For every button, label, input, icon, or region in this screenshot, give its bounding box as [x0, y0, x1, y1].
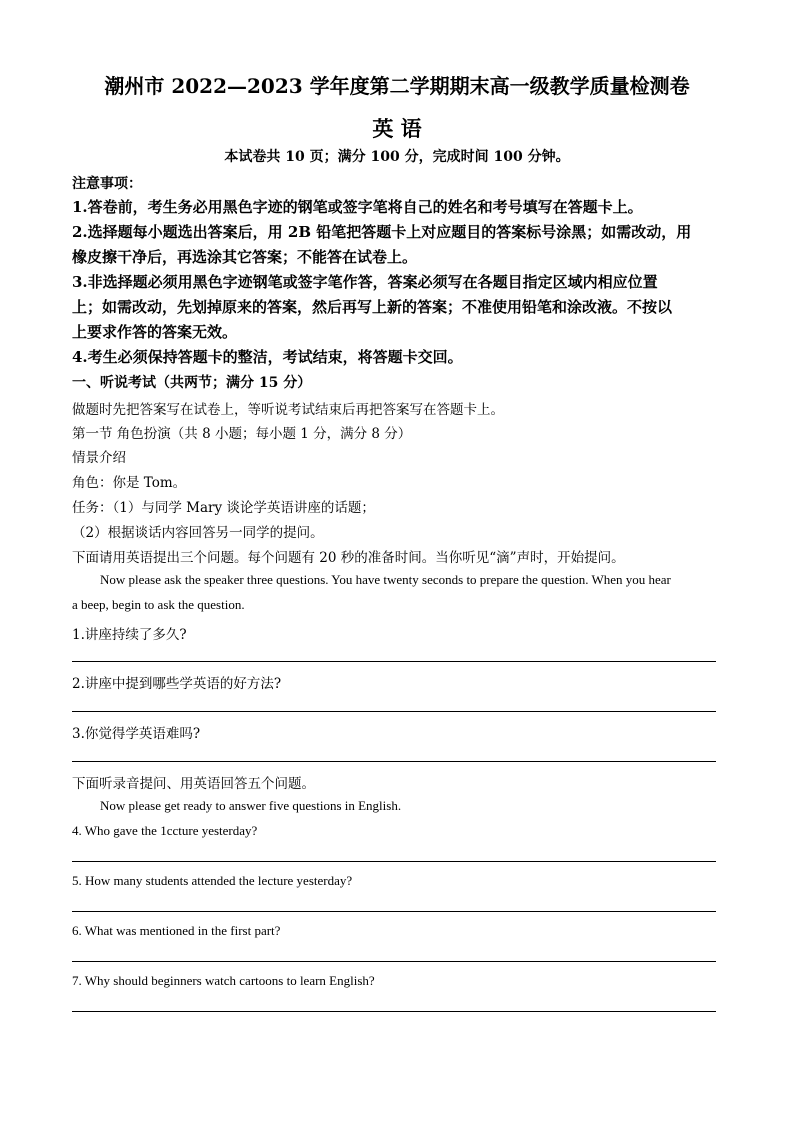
- section-instruction: 做题时先把答案写在试卷上，等听说考试结束后再把答案写在答题卡上。: [72, 402, 504, 418]
- notice-item-2-line-1: 2.选择题每小题选出答案后，用 2B 铅笔把答题卡上对应题目的答案标号涂黑；如需改动，用: [72, 223, 692, 241]
- task-1: 任务：（1）与同学 Mary 谈论学英语讲座的话题；: [72, 500, 375, 516]
- answer-line-5[interactable]: [72, 911, 716, 912]
- answer-line-6[interactable]: [72, 961, 716, 962]
- answer-line-3[interactable]: [72, 761, 716, 762]
- exam-info: 本试卷共 10 页；满分 100 分，完成时间 100 分钟。: [224, 149, 570, 165]
- scenario-label: 情景介绍: [72, 450, 126, 466]
- question-4: 4. Who gave the 1ccture yesterday?: [72, 823, 258, 838]
- notice-item-1: 1.答卷前，考生务必用黑色字迹的钢笔或签字笔将自己的姓名和考号填写在答题卡上。: [72, 198, 643, 216]
- ask-intro: 下面请用英语提出三个问题。每个问题有 20 秒的准备时间。当你听见“滴”声时，开始提问。: [72, 550, 625, 566]
- question-6: 6. What was mentioned in the first part?: [72, 923, 281, 938]
- notice-item-3-line-2: 上；如需改动，先划掉原来的答案，然后再写上新的答案；不准使用铅笔和涂改液。不按以: [72, 298, 673, 316]
- exam-title: 潮州市 2022—2023 学年度第二学期期末高一级教学质量检测卷: [104, 74, 690, 98]
- answer-line-2[interactable]: [72, 711, 716, 712]
- ask-english-line-1: Now please ask the speaker three questions. You have twenty seconds to prepare the question. When you hear: [100, 572, 671, 587]
- question-1: 1.讲座持续了多久?: [72, 627, 187, 643]
- ask-english-line-2: a beep, begin to ask the question.: [72, 597, 245, 612]
- answer-line-1[interactable]: [72, 661, 716, 662]
- question-2: 2.讲座中提到哪些学英语的好方法?: [72, 676, 282, 692]
- answer-line-4[interactable]: [72, 861, 716, 862]
- answer-line-7[interactable]: [72, 1011, 716, 1012]
- subject-title: 英 语: [372, 116, 422, 141]
- question-5: 5. How many students attended the lecture yesterday?: [72, 873, 353, 888]
- part1-title: 第一节 角色扮演（共 8 小题；每小题 1 分，满分 8 分）: [72, 426, 412, 442]
- section-heading: 一、听说考试（共两节；满分 15 分）: [72, 375, 312, 391]
- notice-heading: 注意事项：: [72, 176, 142, 192]
- question-7: 7. Why should beginners watch cartoons to learn English?: [72, 973, 375, 988]
- question-3: 3.你觉得学英语难吗?: [72, 726, 201, 742]
- notice-item-4: 4.考生必须保持答题卡的整洁，考试结束，将答题卡交回。: [72, 348, 463, 366]
- task-2: （2）根据谈话内容回答另一同学的提问。: [72, 525, 324, 541]
- notice-item-2-line-2: 橡皮擦干净后，再选涂其它答案；不能答在试卷上。: [72, 248, 418, 266]
- answer-english: Now please get ready to answer five questions in English.: [100, 798, 402, 813]
- role-text: 角色：你是 Tom。: [72, 475, 187, 491]
- answer-intro: 下面听录音提问、用英语回答五个问题。: [72, 776, 315, 792]
- notice-item-3-line-1: 3.非选择题必须用黑色字迹钢笔或签字笔作答，答案必须写在各题目指定区域内相应位置: [72, 273, 658, 291]
- notice-item-3-line-3: 上要求作答的答案无效。: [72, 323, 238, 341]
